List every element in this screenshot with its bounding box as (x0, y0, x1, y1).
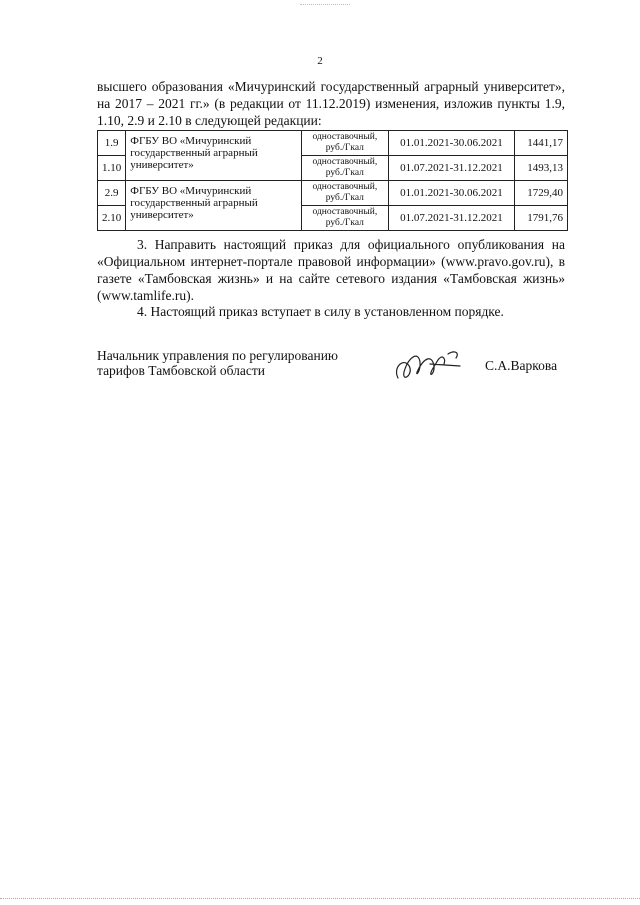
intro-paragraph (97, 78, 565, 129)
table-row (98, 181, 568, 206)
item-4-paragraph: 4. Настоящий приказ вступает в силу в установленном порядке. (137, 304, 504, 319)
organization-cell: ФГБУ ВО «Мичуринский государственный аграрный университет» (126, 181, 302, 231)
signer-title-line: тарифов Тамбовской области (97, 363, 265, 378)
period-cell: 01.07.2021-31.12.2021 (388, 156, 515, 181)
page-number: 2 (317, 55, 323, 67)
row-number: 2.9 (98, 181, 126, 206)
signer-name: С.А.Варкова (485, 358, 558, 373)
handwritten-signature (388, 344, 472, 388)
row-number: 1.10 (98, 156, 126, 181)
item-3-paragraph: 3. Направить настоящий приказ для официального опубликования на «Официальном интернет-портале правовой информации» (www.pravo.gov.ru), в газете «Тамбовская жизнь» и на сайте сетевого издания «Тамбовская жизнь» (www.tamlife.ru). (97, 237, 565, 303)
tariff-table (97, 130, 568, 231)
unit-cell: одноставочный, руб./Гкал (302, 206, 389, 231)
unit-cell: одноставочный, руб./Гкал (302, 131, 389, 156)
period-cell: 01.01.2021-30.06.2021 (388, 131, 515, 156)
intro-line: 1.10, 2.9 и 2.10 в следующей редакции: (97, 113, 322, 128)
unit-cell: одноставочный, руб./Гкал (302, 181, 389, 206)
tariff-value: 1493,13 (515, 156, 568, 181)
signer-title-line: Начальник управления по регулированию (97, 348, 339, 363)
row-number: 1.9 (98, 131, 126, 156)
period-cell: 01.07.2021-31.12.2021 (388, 206, 515, 231)
intro-line: высшего образования «Мичуринский государственный аграрный университет», (97, 79, 565, 94)
signer-title (97, 348, 338, 378)
row-number: 2.10 (98, 206, 126, 231)
tariff-value: 1441,17 (515, 131, 568, 156)
organization-cell: ФГБУ ВО «Мичуринский государственный аграрный университет» (126, 131, 302, 181)
tariff-value: 1729,40 (515, 181, 568, 206)
tariff-value: 1791,76 (515, 206, 568, 231)
period-cell: 01.01.2021-30.06.2021 (388, 181, 515, 206)
unit-cell: одноставочный, руб./Гкал (302, 156, 389, 181)
table-row (98, 131, 568, 156)
bottom-edge-dots (0, 898, 640, 899)
intro-line: на 2017 – 2021 гг.» (в редакции от 11.12.2019) изменения, изложив пункты 1.9, (97, 96, 565, 111)
top-edge-dots (300, 4, 350, 5)
